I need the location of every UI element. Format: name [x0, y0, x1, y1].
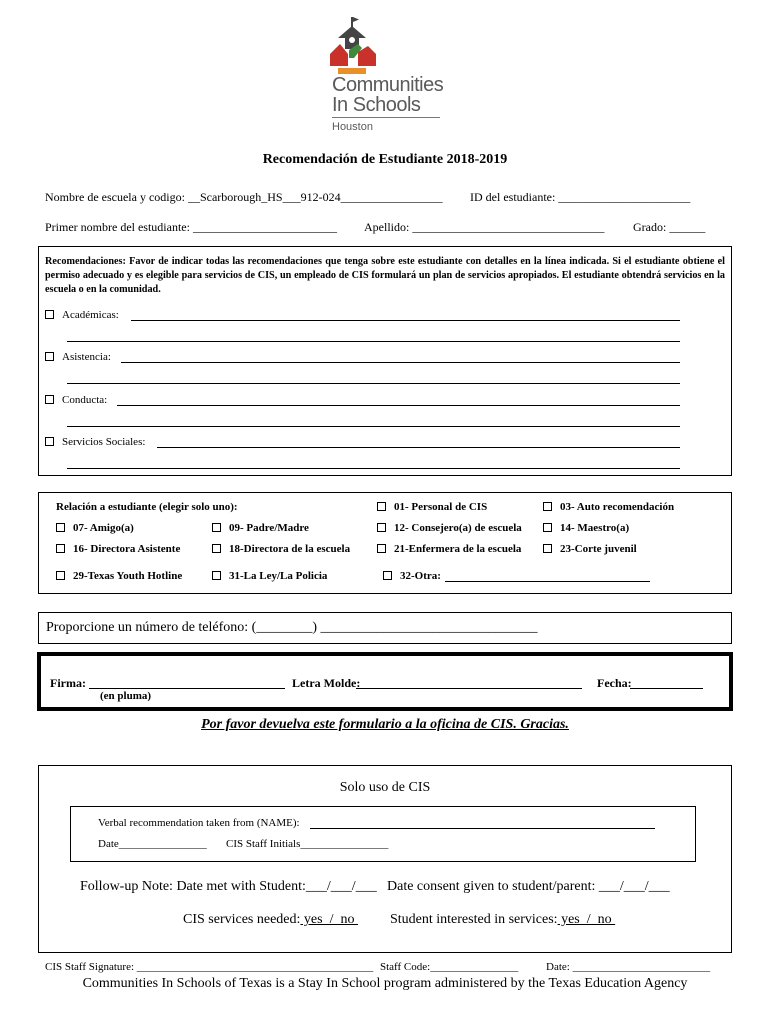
staff-code-field[interactable]: Staff Code:________________ [380, 961, 519, 973]
recommendations-intro: Recomendaciones: Favor de indicar todas las recomendaciones que tenga sobre este estudiante con detalles en la línea indicada. Si el estudiante obtiene el permiso adecuado y es elegible para servicios de CIS, un empleado de CIS formulará un plan de servicios apropiados. El estudiante obtendrá servicios en la escuela o en la comunidad. [45, 256, 725, 295]
student-interested-value[interactable]: yes / no [557, 912, 616, 927]
otra-line[interactable] [445, 581, 650, 582]
pen-note: (en pluma) [100, 690, 152, 702]
firma-line[interactable] [89, 688, 285, 689]
rec-line[interactable] [67, 341, 680, 342]
return-note: Por favor devuelva este formulario a la oficina de CIS. Gracias. [201, 717, 569, 732]
relation-option[interactable]: 18-Directora de la escuela [212, 543, 350, 555]
relation-option[interactable]: 03- Auto recomendación [543, 501, 674, 513]
checkbox[interactable] [56, 544, 65, 553]
relation-option[interactable]: 09- Padre/Madre [212, 522, 309, 534]
verbal-recommendation-line[interactable] [310, 828, 655, 829]
services-needed-field[interactable] [183, 912, 358, 928]
rec-line[interactable] [157, 447, 680, 448]
relation-option[interactable]: 07- Amigo(a) [56, 522, 134, 534]
logo [326, 14, 456, 136]
services-needed-label: CIS services needed: [183, 912, 301, 927]
relation-option[interactable]: 23-Corte juvenil [543, 543, 637, 555]
grade-field[interactable]: Grado: ______ [633, 220, 706, 234]
rec-item-asistencia[interactable]: Asistencia: [45, 351, 111, 363]
logo-name-line1: Communities [332, 74, 444, 96]
checkbox[interactable] [212, 571, 221, 580]
checkbox[interactable] [212, 544, 221, 553]
page-title: Recomendación de Estudiante 2018-2019 [262, 152, 508, 167]
rec-line[interactable] [67, 383, 680, 384]
services-needed-value[interactable]: yes / no [300, 912, 358, 927]
first-name-field[interactable]: Primer nombre del estudiante: ________________________ [45, 220, 337, 234]
checkbox[interactable] [45, 395, 54, 404]
relation-option[interactable]: 29-Texas Youth Hotline [56, 570, 182, 582]
cis-staff-initials-field[interactable]: CIS Staff Initials________________ [226, 838, 389, 850]
phone-field[interactable]: Proporcione un número de teléfono: (________) _______________________________ [46, 620, 538, 635]
rec-line[interactable] [117, 405, 680, 406]
relation-option[interactable]: 01- Personal de CIS [377, 501, 487, 513]
firma-label: Firma: [50, 676, 86, 690]
footer-date-field[interactable]: Date: _________________________ [546, 961, 711, 973]
logo-city: Houston [332, 121, 373, 133]
checkbox[interactable] [543, 523, 552, 532]
checkbox[interactable] [377, 502, 386, 511]
rec-line[interactable] [131, 320, 680, 321]
staff-signature-field[interactable]: CIS Staff Signature: ___________________________________________ [45, 961, 374, 973]
rec-item-academicas[interactable]: Académicas: [45, 309, 119, 321]
checkbox[interactable] [45, 352, 54, 361]
rec-line[interactable] [121, 362, 680, 363]
relation-option[interactable]: 16- Directora Asistente [56, 543, 180, 555]
followup-date-field[interactable]: Follow-up Note: Date met with Student:___/___/___ [80, 879, 377, 894]
checkbox[interactable] [377, 523, 386, 532]
cis-use-title: Solo uso de CIS [339, 780, 431, 795]
logo-name-line2: In Schools [332, 94, 421, 116]
rec-item-conducta[interactable]: Conducta: [45, 394, 107, 406]
rec-line[interactable] [67, 426, 680, 427]
program-note: Communities In Schools of Texas is a Stay In School program administered by the Texas Education Agency [82, 976, 688, 991]
student-interested-field[interactable] [390, 912, 615, 928]
cis-date-field[interactable]: Date________________ [98, 838, 207, 850]
school-name-field[interactable]: Nombre de escuela y codigo: __Scarborough_HS___912-024_________________ [45, 190, 443, 204]
fecha-line[interactable] [630, 688, 703, 689]
letra-molde-label: Letra Molde: [292, 676, 361, 690]
relation-option[interactable]: 32-Otra: [383, 570, 441, 582]
fecha-label: Fecha: [597, 676, 632, 690]
logo-schoolhouse-icon [328, 14, 378, 74]
relation-option[interactable]: 21-Enfermera de la escuela [377, 543, 521, 555]
consent-date-field[interactable]: Date consent given to student/parent: ___/___/___ [387, 879, 670, 894]
checkbox[interactable] [543, 502, 552, 511]
logo-divider [332, 117, 440, 118]
checkbox[interactable] [383, 571, 392, 580]
cis-verbal-box [70, 806, 696, 862]
checkbox[interactable] [45, 437, 54, 446]
checkbox[interactable] [212, 523, 221, 532]
rec-line[interactable] [67, 468, 680, 469]
letra-molde-line[interactable] [356, 688, 582, 689]
relation-option[interactable]: 12- Consejero(a) de escuela [377, 522, 522, 534]
student-id-field[interactable]: ID del estudiante: ______________________ [470, 190, 691, 204]
checkbox[interactable] [56, 523, 65, 532]
last-name-field[interactable]: Apellido: ________________________________ [364, 220, 605, 234]
checkbox[interactable] [56, 571, 65, 580]
checkbox[interactable] [543, 544, 552, 553]
student-interested-label: Student interested in services: [390, 912, 558, 927]
checkbox[interactable] [45, 310, 54, 319]
relation-label: Relación a estudiante (elegir solo uno): [56, 501, 238, 513]
rec-item-servicios-sociales[interactable]: Servicios Sociales: [45, 436, 145, 448]
checkbox[interactable] [377, 544, 386, 553]
relation-option[interactable]: 31-La Ley/La Policia [212, 570, 327, 582]
relation-option[interactable]: 14- Maestro(a) [543, 522, 629, 534]
verbal-recommendation-label: Verbal recommendation taken from (NAME): [98, 817, 300, 829]
